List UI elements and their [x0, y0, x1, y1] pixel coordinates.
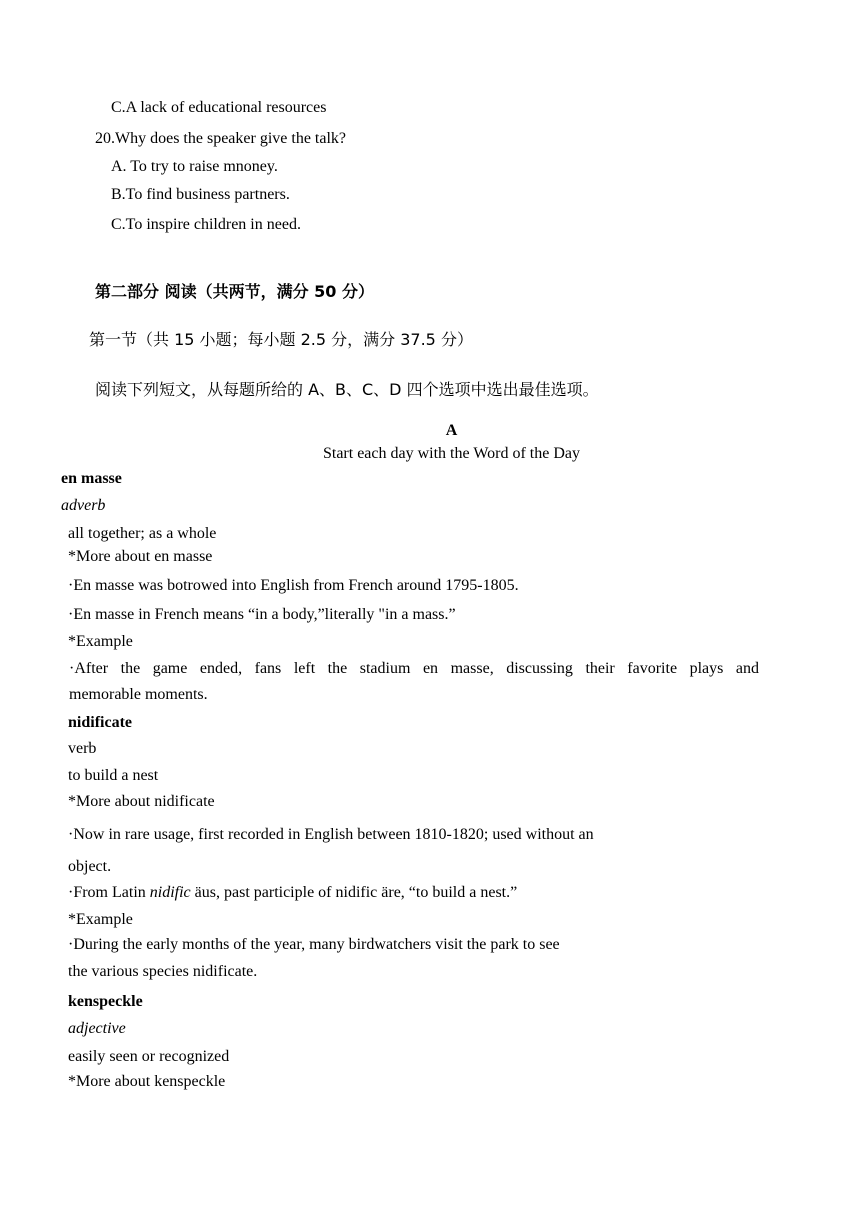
- word-pos: adverb: [61, 497, 106, 514]
- q20-question: 20.Why does the speaker give the talk?: [95, 130, 347, 147]
- q19-option-c: C.A lack of educational resources: [111, 99, 327, 116]
- section1-heading: 第一节（共 15 小题；每小题 2.5 分，满分 37.5 分）: [89, 330, 473, 349]
- more-note: ·Now in rare usage, first recorded in English between 1810-1820; used without an: [68, 826, 594, 843]
- q20-option-b: B.To find business partners.: [111, 186, 290, 203]
- example-sentence: ·After the game ended, fans left the stadium en masse, discussing their favorite plays and: [69, 660, 759, 677]
- more-note-cont: object.: [68, 858, 112, 875]
- word-heading: en masse: [61, 470, 122, 487]
- instruction-text: 阅读下列短文，从每题所给的 A、B、C、D 四个选项中选出最佳选项。: [95, 380, 599, 399]
- example-sentence: ·During the early months of the year, many birdwatchers visit the park to see: [68, 936, 560, 953]
- example-sentence-cont: the various species nidificate.: [68, 963, 258, 980]
- example-heading: *Example: [68, 633, 133, 650]
- more-heading: *More about en masse: [68, 548, 213, 565]
- more-note: [68, 883, 517, 902]
- word-heading: kenspeckle: [68, 993, 143, 1010]
- word-pos: adjective: [68, 1020, 126, 1037]
- more-note: ·En masse in French means “in a body,”literally "in a mass.”: [68, 606, 456, 623]
- example-heading: *Example: [68, 911, 133, 928]
- more-heading: *More about nidificate: [68, 793, 215, 810]
- word-pos: verb: [68, 740, 97, 757]
- example-sentence-cont: memorable moments.: [69, 686, 208, 703]
- q20-option-c: C.To inspire children in need.: [111, 216, 301, 233]
- more-note: ·En masse was botrowed into English from French around 1795-1805.: [68, 577, 519, 594]
- etymology-prefix: ·From Latin: [68, 884, 150, 901]
- passage-label: A: [445, 422, 458, 439]
- word-definition: to build a nest: [68, 767, 159, 784]
- more-heading: *More about kenspeckle: [68, 1073, 226, 1090]
- passage-title: Start each day with the Word of the Day: [322, 445, 580, 462]
- part2-heading: 第二部分 阅读（共两节，满分 50 分）: [95, 282, 374, 301]
- q20-option-a: A. To try to raise mnoney.: [111, 158, 278, 175]
- etymology-latin-word: nidific: [149, 884, 191, 901]
- word-definition: easily seen or recognized: [68, 1048, 230, 1065]
- word-definition: all together; as a whole: [68, 525, 217, 542]
- word-heading: nidificate: [68, 714, 132, 731]
- etymology-suffix: äus, past participle of nidific äre, “to build a nest.”: [190, 884, 518, 901]
